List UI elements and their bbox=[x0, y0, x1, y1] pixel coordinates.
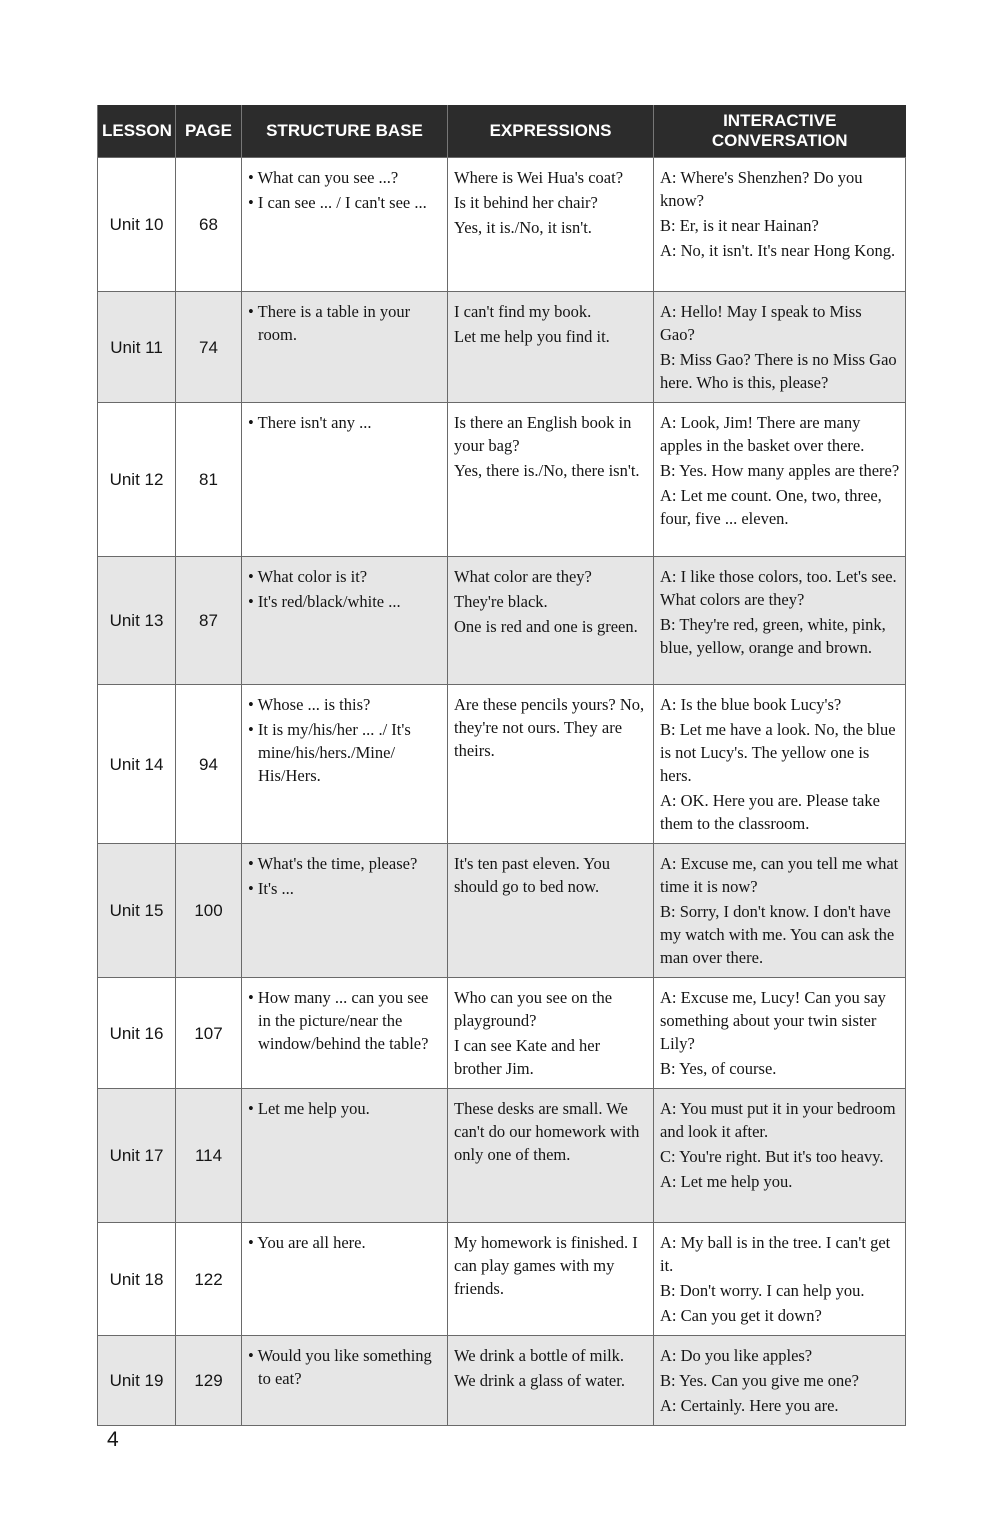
conversation-line: A: Excuse me, can you tell me what time it is now? bbox=[660, 854, 899, 896]
expression-line: Yes, it is./No, it isn't. bbox=[454, 218, 592, 237]
conversation-cell bbox=[654, 685, 906, 844]
lesson-cell: Unit 13 bbox=[98, 557, 176, 685]
expression-line: My homework is finished. I can play games with my friends. bbox=[454, 1233, 638, 1298]
page-cell: 81 bbox=[176, 403, 242, 557]
expression-line: Let me help you find it. bbox=[454, 327, 610, 346]
page-cell: 122 bbox=[176, 1223, 242, 1336]
structure-base-cell bbox=[242, 403, 448, 557]
expressions-cell bbox=[448, 1336, 654, 1426]
expressions-cell bbox=[448, 685, 654, 844]
header-row bbox=[98, 105, 906, 158]
conversation-line: B: Don't worry. I can help you. bbox=[660, 1281, 865, 1300]
conversation-cell bbox=[654, 978, 906, 1089]
structure-item bbox=[248, 852, 442, 875]
bullet-glyph: • bbox=[248, 1233, 258, 1252]
structure-item bbox=[248, 1344, 442, 1390]
expressions-cell bbox=[448, 1223, 654, 1336]
structure-text: I can see ... / I can't see ... bbox=[257, 193, 427, 212]
bullet-glyph: • bbox=[248, 1346, 258, 1365]
expression-line: We drink a bottle of milk. bbox=[454, 1346, 625, 1365]
structure-item bbox=[248, 718, 442, 787]
bullet-glyph: • bbox=[248, 988, 258, 1007]
lesson-cell: Unit 12 bbox=[98, 403, 176, 557]
table-body bbox=[98, 158, 906, 1426]
conversation-line: B: Miss Gao? There is no Miss Gao here. Who is this, please? bbox=[660, 350, 897, 392]
conversation-cell bbox=[654, 292, 906, 403]
expression-line: Who can you see on the playground? bbox=[454, 988, 613, 1030]
expressions-cell bbox=[448, 1089, 654, 1223]
conversation-line: B: Yes. How many apples are there? bbox=[660, 461, 900, 480]
lesson-cell: Unit 18 bbox=[98, 1223, 176, 1336]
structure-item bbox=[248, 1231, 442, 1254]
expressions-cell bbox=[448, 978, 654, 1089]
conversation-line: A: My ball is in the tree. I can't get it. bbox=[660, 1233, 891, 1275]
page-cell: 114 bbox=[176, 1089, 242, 1223]
table-row bbox=[98, 685, 906, 844]
bullet-glyph: • bbox=[248, 720, 258, 739]
table-row bbox=[98, 844, 906, 978]
page-cell: 74 bbox=[176, 292, 242, 403]
conversation-line: A: Look, Jim! There are many apples in the basket over there. bbox=[660, 413, 865, 455]
conversation-line: A: No, it isn't. It's near Hong Kong. bbox=[660, 241, 896, 260]
lesson-cell: Unit 11 bbox=[98, 292, 176, 403]
structure-text: You are all here. bbox=[257, 1233, 366, 1252]
structure-base-cell bbox=[242, 978, 448, 1089]
bullet-glyph: • bbox=[248, 413, 258, 432]
structure-item bbox=[248, 1097, 442, 1120]
header-expressions: EXPRESSIONS bbox=[448, 105, 654, 158]
conversation-line: A: Certainly. Here you are. bbox=[660, 1396, 839, 1415]
conversation-line: A: I like those colors, too. Let's see. What colors are they? bbox=[660, 567, 897, 609]
page-cell: 100 bbox=[176, 844, 242, 978]
conversation-cell bbox=[654, 557, 906, 685]
conversation-line: A: OK. Here you are. Please take them to the classroom. bbox=[660, 791, 880, 833]
bullet-glyph: • bbox=[248, 193, 258, 212]
conversation-cell bbox=[654, 844, 906, 978]
expressions-cell bbox=[448, 844, 654, 978]
structure-base-cell bbox=[242, 844, 448, 978]
expression-line: We drink a glass of water. bbox=[454, 1371, 625, 1390]
structure-text: What's the time, please? bbox=[257, 854, 418, 873]
structure-base-cell bbox=[242, 1336, 448, 1426]
table-row bbox=[98, 1223, 906, 1336]
structure-item bbox=[248, 693, 442, 716]
structure-item bbox=[248, 300, 442, 346]
conversation-line: B: They're red, green, white, pink, blue, yellow, orange and brown. bbox=[660, 615, 886, 657]
bullet-glyph: • bbox=[248, 567, 258, 586]
expressions-cell bbox=[448, 403, 654, 557]
conversation-line: C: You're right. But it's too heavy. bbox=[660, 1147, 884, 1166]
page-number: 4 bbox=[107, 1428, 119, 1451]
header-lesson: LESSON bbox=[98, 105, 176, 158]
structure-base-cell bbox=[242, 158, 448, 292]
expression-line: I can see Kate and her brother Jim. bbox=[454, 1036, 601, 1078]
conversation-line: A: Let me count. One, two, three, four, five ... eleven. bbox=[660, 486, 882, 528]
lesson-cell: Unit 15 bbox=[98, 844, 176, 978]
conversation-cell bbox=[654, 1223, 906, 1336]
expression-line: One is red and one is green. bbox=[454, 617, 638, 636]
page-cell: 68 bbox=[176, 158, 242, 292]
bullet-glyph: • bbox=[248, 854, 258, 873]
conversation-line: A: Excuse me, Lucy! Can you say something about your twin sister Lily? bbox=[660, 988, 886, 1053]
structure-text: Would you like something to eat? bbox=[257, 1346, 432, 1388]
expression-line: I can't find my book. bbox=[454, 302, 592, 321]
structure-item bbox=[248, 590, 442, 613]
page-cell: 94 bbox=[176, 685, 242, 844]
structure-text: What color is it? bbox=[257, 567, 368, 586]
conversation-line: B: Let me have a look. No, the blue is not Lucy's. The yellow one is hers. bbox=[660, 720, 896, 785]
expression-line: Where is Wei Hua's coat? bbox=[454, 168, 624, 187]
conversation-line: B: Er, is it near Hainan? bbox=[660, 216, 819, 235]
structure-text: There isn't any ... bbox=[257, 413, 372, 432]
header-interactive-conversation: INTERACTIVE CONVERSATION bbox=[654, 105, 906, 158]
structure-text: What can you see ...? bbox=[257, 168, 399, 187]
conversation-cell bbox=[654, 158, 906, 292]
table-row bbox=[98, 1089, 906, 1223]
bullet-glyph: • bbox=[248, 592, 258, 611]
conversation-line: A: You must put it in your bedroom and look it after. bbox=[660, 1099, 896, 1141]
table-row bbox=[98, 1336, 906, 1426]
structure-text: Whose ... is this? bbox=[257, 695, 371, 714]
structure-text: How many ... can you see in the picture/near the window/behind the table? bbox=[257, 988, 429, 1053]
table-row bbox=[98, 292, 906, 403]
structure-item bbox=[248, 986, 442, 1055]
structure-base-cell bbox=[242, 557, 448, 685]
bullet-glyph: • bbox=[248, 1099, 258, 1118]
conversation-cell bbox=[654, 1089, 906, 1223]
structure-base-cell bbox=[242, 1223, 448, 1336]
structure-item bbox=[248, 877, 442, 900]
bullet-glyph: • bbox=[248, 695, 258, 714]
expression-line: They're black. bbox=[454, 592, 548, 611]
contents-table bbox=[97, 105, 906, 1426]
lesson-cell: Unit 17 bbox=[98, 1089, 176, 1223]
expressions-cell bbox=[448, 158, 654, 292]
lesson-cell: Unit 14 bbox=[98, 685, 176, 844]
header-page: PAGE bbox=[176, 105, 242, 158]
page-cell: 129 bbox=[176, 1336, 242, 1426]
structure-item bbox=[248, 565, 442, 588]
conversation-line: A: Hello! May I speak to Miss Gao? bbox=[660, 302, 862, 344]
structure-item bbox=[248, 191, 442, 214]
page-cell: 107 bbox=[176, 978, 242, 1089]
expression-line: Is it behind her chair? bbox=[454, 193, 598, 212]
table-row bbox=[98, 557, 906, 685]
page-cell: 87 bbox=[176, 557, 242, 685]
structure-base-cell bbox=[242, 685, 448, 844]
structure-text: It is my/his/her ... ./ It's mine/his/hers./Mine/ His/Hers. bbox=[257, 720, 411, 785]
expressions-cell bbox=[448, 292, 654, 403]
table-row bbox=[98, 978, 906, 1089]
bullet-glyph: • bbox=[248, 168, 258, 187]
structure-text: It's ... bbox=[257, 879, 294, 898]
structure-item bbox=[248, 166, 442, 189]
structure-text: There is a table in your room. bbox=[257, 302, 411, 344]
conversation-line: A: Let me help you. bbox=[660, 1172, 793, 1191]
expression-line: These desks are small. We can't do our homework with only one of them. bbox=[454, 1099, 640, 1164]
expressions-cell bbox=[448, 557, 654, 685]
conversation-line: A: Where's Shenzhen? Do you know? bbox=[660, 168, 863, 210]
conversation-line: B: Sorry, I don't know. I don't have my watch with me. You can ask the man over there. bbox=[660, 902, 895, 967]
expression-line: What color are they? bbox=[454, 567, 592, 586]
structure-text: It's red/black/white ... bbox=[257, 592, 401, 611]
header-structure-base: STRUCTURE BASE bbox=[242, 105, 448, 158]
bullet-glyph: • bbox=[248, 302, 258, 321]
conversation-line: B: Yes. Can you give me one? bbox=[660, 1371, 859, 1390]
bullet-glyph: • bbox=[248, 879, 258, 898]
conversation-line: A: Do you like apples? bbox=[660, 1346, 813, 1365]
expression-line: Are these pencils yours? No, they're not ours. They are theirs. bbox=[454, 695, 645, 760]
table-row bbox=[98, 403, 906, 557]
expression-line: Yes, there is./No, there isn't. bbox=[454, 461, 640, 480]
conversation-cell bbox=[654, 1336, 906, 1426]
lesson-cell: Unit 16 bbox=[98, 978, 176, 1089]
lesson-cell: Unit 19 bbox=[98, 1336, 176, 1426]
structure-base-cell bbox=[242, 1089, 448, 1223]
structure-base-cell bbox=[242, 292, 448, 403]
structure-text: Let me help you. bbox=[257, 1099, 370, 1118]
lesson-cell: Unit 10 bbox=[98, 158, 176, 292]
conversation-line: A: Can you get it down? bbox=[660, 1306, 822, 1325]
structure-item bbox=[248, 411, 442, 434]
conversation-line: B: Yes, of course. bbox=[660, 1059, 777, 1078]
expression-line: It's ten past eleven. You should go to bed now. bbox=[454, 854, 611, 896]
conversation-cell bbox=[654, 403, 906, 557]
expression-line: Is there an English book in your bag? bbox=[454, 413, 632, 455]
table-row bbox=[98, 158, 906, 292]
conversation-line: A: Is the blue book Lucy's? bbox=[660, 695, 842, 714]
